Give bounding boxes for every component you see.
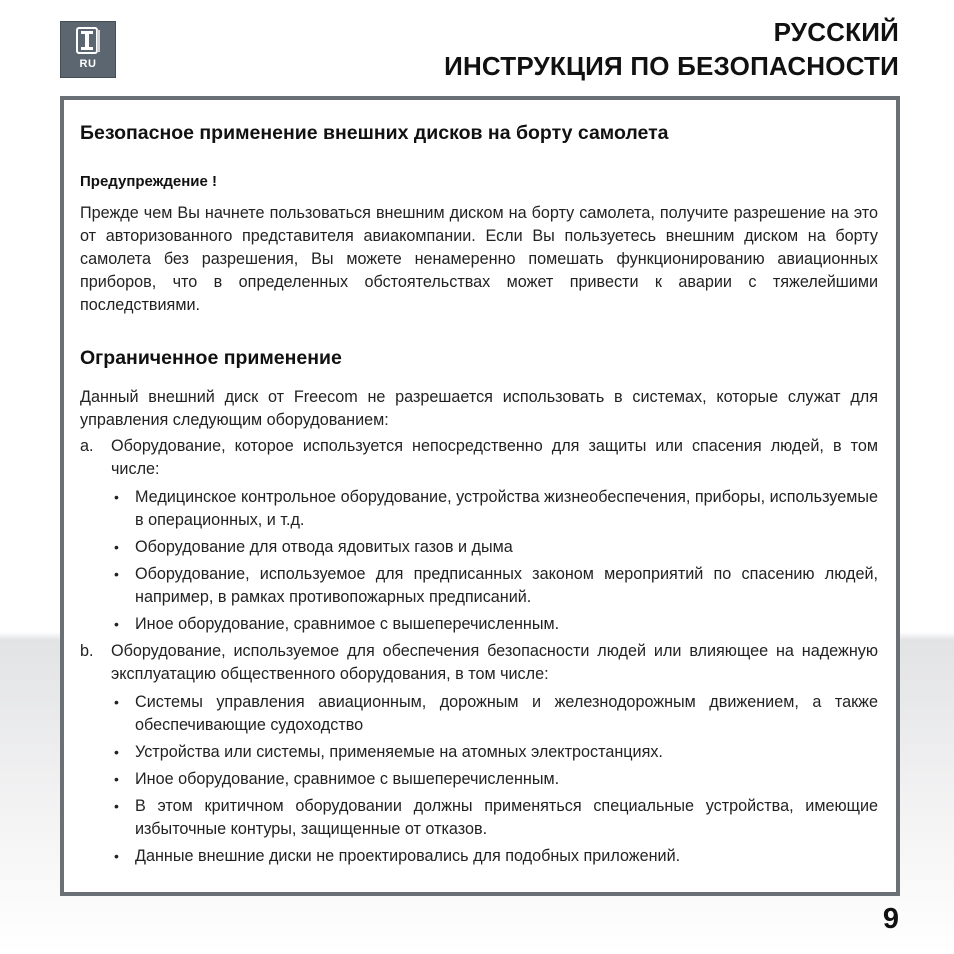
header-language: РУССКИЙ — [773, 17, 899, 47]
bullet-list-b — [80, 691, 878, 868]
list-item-b-text: Оборудование, используемое для обеспечения безопасности людей или влияющее на надежную эксплуатацию общественного оборудования, в том числе: — [111, 642, 878, 683]
bullet-icon: • — [114, 744, 119, 760]
section-heading-airplane: Безопасное применение внешних дисков на борту самолета — [80, 122, 669, 144]
document-icon — [76, 27, 102, 54]
section-heading-restricted: Ограниченное применение — [80, 347, 342, 369]
warning-label: Предупреждение ! — [80, 173, 217, 190]
list-item-a — [80, 435, 878, 481]
list-item: • Системы управления авиационным, дорожным и железнодорожным движением, а также обеспечивающие судоходство — [114, 693, 878, 734]
bullet-icon: • — [114, 566, 119, 582]
list-item: • Оборудование, используемое для предписанных законом мероприятий по спасению людей, например, в рамках противопожарных предписаний. — [114, 565, 878, 606]
list-item: • Иное оборудование, сравнимое с вышеперечисленным. — [80, 613, 878, 636]
bullet-list-a — [80, 486, 878, 636]
bullet-icon: • — [114, 798, 119, 814]
list-item: • Устройства или системы, применяемые на атомных электростанциях. — [80, 741, 878, 764]
list-marker-a: a. — [80, 437, 94, 455]
bullet-icon: • — [114, 539, 119, 555]
bullet-icon: • — [114, 848, 119, 864]
bullet-icon: • — [114, 489, 119, 505]
list-item-b — [80, 640, 878, 686]
content-body — [80, 120, 878, 872]
list-item: • Иное оборудование, сравнимое с вышеперечисленным. — [80, 768, 878, 791]
header-title: ИНСТРУКЦИЯ ПО БЕЗОПАСНОСТИ — [444, 51, 899, 81]
bullet-icon: • — [114, 616, 119, 632]
list-item: • В этом критичном оборудовании должны применяться специальные устройства, имеющие избыточные контуры, защищенные от отказов. — [114, 797, 878, 838]
content-frame — [60, 96, 900, 896]
list-item-a-text: Оборудование, которое используется непосредственно для защиты или спасения людей, в том числе: — [111, 437, 878, 478]
language-badge — [60, 21, 116, 78]
bullet-icon: • — [114, 694, 119, 710]
warning-paragraph: Прежде чем Вы начнете пользоваться внешним диском на борту самолета, получите разрешение на это от авторизованного представителя авиакомпании. Если Вы пользуетесь внешним диском на борту самолета без разрешения, Вы можете ненамеренно помешать функционированию авиационных приборов, что в определенных обстоятельствах может привести к аварии с тяжелейшими последствиями. — [80, 204, 878, 314]
list-marker-b: b. — [80, 642, 94, 660]
list-item: • Данные внешние диски не проектировались для подобных приложений. — [80, 845, 878, 868]
page-header — [444, 15, 899, 83]
list-item: • Медицинское контрольное оборудование, устройства жизнеобеспечения, приборы, используемые в операционных, и т.д. — [114, 488, 878, 529]
restricted-intro: Данный внешний диск от Freecom не разрешается использовать в системах, которые служат для управления следующим оборудованием: — [80, 388, 878, 429]
page-number: 9 — [882, 903, 899, 935]
bullet-icon: • — [114, 771, 119, 787]
list-item: • Оборудование для отвода ядовитых газов и дыма — [80, 536, 878, 559]
language-code: RU — [79, 58, 97, 70]
